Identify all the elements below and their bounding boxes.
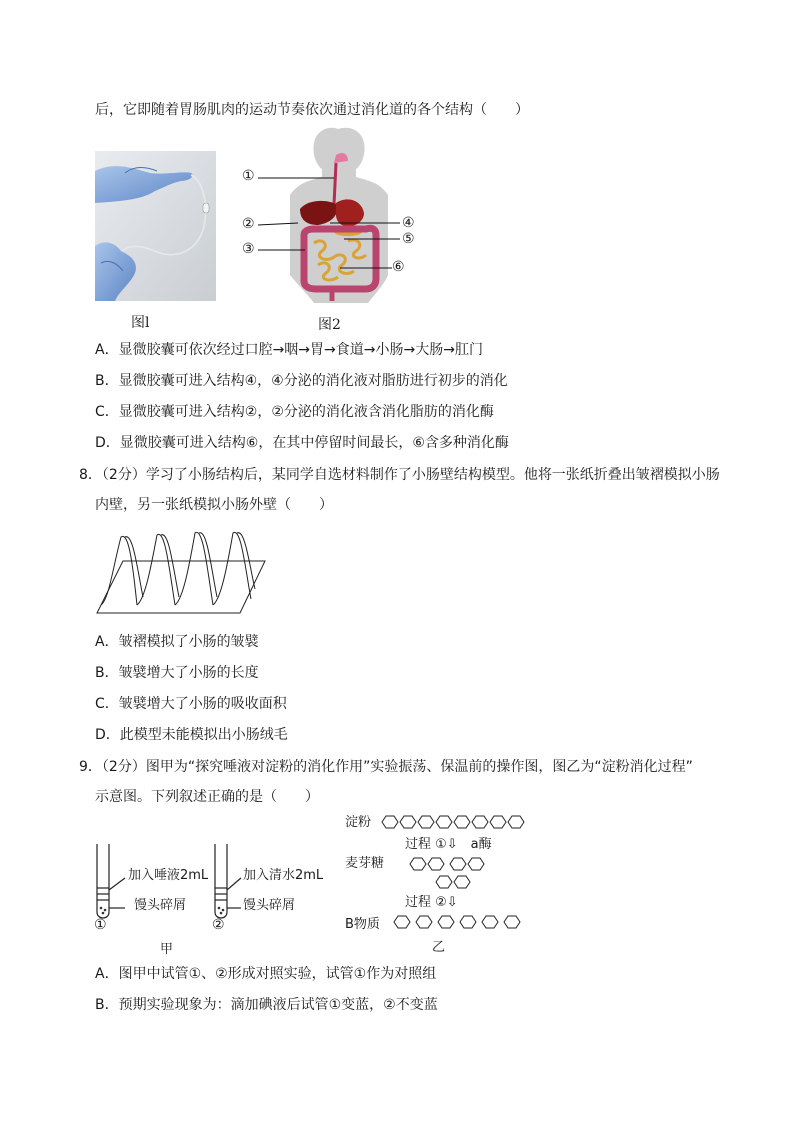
fig2-caption: 图2: [318, 317, 341, 333]
q8-option-c: C．皱襞增大了小肠的吸收面积: [95, 696, 287, 712]
marker-1: ①: [242, 168, 255, 184]
q9-stem-line2: 示意图。下列叙述正确的是（ ）: [95, 789, 319, 805]
q8-option-b: B．皱襞增大了小肠的长度: [95, 665, 259, 681]
q8-stem-line2: 内壁，另一张纸模拟小肠外壁（ ）: [95, 497, 333, 513]
maltose-pairs: [410, 858, 484, 888]
tube2-number: ②: [212, 917, 225, 933]
fig-yi-caption: 乙: [432, 940, 446, 955]
b-substance-units: [394, 916, 520, 928]
q8-option-d: D．此模型未能模拟出小肠绒毛: [95, 727, 288, 743]
marker-2: ②: [242, 216, 255, 232]
q9-option-a: A．图甲中试管①、②形成对照实验，试管①作为对照组: [95, 966, 437, 982]
q7-stem-tail: 后，它即随着胃肠肌肉的运动节奏依次通过消化道的各个结构（ ）: [95, 102, 529, 118]
q8-option-a: A．皱褶模拟了小肠的皱襞: [95, 634, 259, 650]
q7-figure-1-photo: [95, 151, 216, 301]
process-1-label: 过程 ①⇩ a酶: [405, 837, 492, 852]
q8-intestine-wall-model: [95, 527, 270, 617]
starch-chain: [382, 816, 524, 828]
q7-option-a: A．显微胶囊可依次经过口腔→咽→胃→食道→小肠→大肠→肛门: [95, 342, 483, 358]
q7-option-d: D．显微胶囊可进入结构⑥，在其中停留时间最长，⑥含多种消化酶: [95, 435, 509, 451]
q9-figure-yi-hexagons: [380, 812, 540, 930]
b-substance-label: B物质: [345, 917, 380, 932]
fig-jia-caption: 甲: [160, 942, 174, 957]
marker-6: ⑥: [392, 259, 405, 275]
fig1-caption: 图l: [131, 315, 150, 331]
marker-3: ③: [242, 241, 255, 257]
tube2-content-label: 馒头碎屑: [243, 898, 296, 913]
marker-5: ⑤: [402, 231, 415, 247]
starch-label: 淀粉: [345, 815, 372, 830]
tube1-number: ①: [94, 917, 107, 933]
tube1-add-label: 加入唾液2mL: [128, 868, 209, 883]
tube2-add-label: 加入清水2mL: [243, 868, 324, 883]
q7-option-b: B．显微胶囊可进入结构④，④分泌的消化液对脂肪进行初步的消化: [95, 373, 508, 389]
q9-option-b: B．预期实验现象为：滴加碘液后试管①变蓝，②不变蓝: [95, 997, 438, 1013]
q9-stem-line1: 9．（2分）图甲为“探究唾液对淀粉的消化作用”实验振荡、保温前的操作图，图乙为“淀粉消化过程”: [79, 759, 693, 775]
tube1-content-label: 馒头碎屑: [134, 898, 187, 913]
marker-4: ④: [402, 215, 415, 231]
process-2-label: 过程 ②⇩: [405, 895, 458, 910]
q8-stem-line1: 8．（2分）学习了小肠结构后，某同学自选材料制作了小肠壁结构模型。他将一张纸折叠出皱褶模拟小肠: [79, 467, 720, 483]
q7-option-c: C．显微胶囊可进入结构②，②分泌的消化液含消化脂肪的消化酶: [95, 404, 494, 420]
maltose-label: 麦芽糖: [345, 856, 385, 871]
